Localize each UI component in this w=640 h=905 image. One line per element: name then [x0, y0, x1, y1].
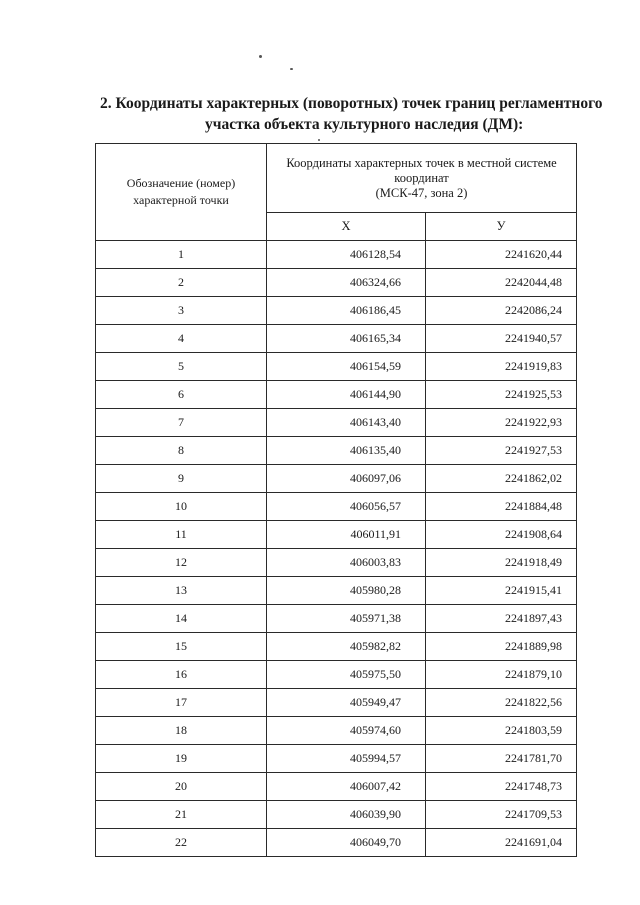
cell-y: 2241927,53 [426, 437, 577, 465]
cell-x: 406154,59 [267, 353, 426, 381]
table-row [96, 241, 577, 269]
cell-x: 406097,06 [267, 465, 426, 493]
table-row [96, 437, 577, 465]
header-coordinates-line-3: (МСК-47, зона 2) [375, 185, 468, 200]
cell-point-number: 19 [96, 745, 267, 773]
scan-speck [318, 139, 320, 141]
cell-y: 2241709,53 [426, 801, 577, 829]
cell-y: 2241620,44 [426, 241, 577, 269]
cell-x: 406186,45 [267, 297, 426, 325]
table-row [96, 745, 577, 773]
cell-x: 405980,28 [267, 577, 426, 605]
cell-y: 2241748,73 [426, 773, 577, 801]
cell-x: 405974,60 [267, 717, 426, 745]
cell-y: 2241889,98 [426, 633, 577, 661]
cell-x: 406056,57 [267, 493, 426, 521]
cell-point-number: 7 [96, 409, 267, 437]
cell-y: 2241922,93 [426, 409, 577, 437]
cell-x: 405975,50 [267, 661, 426, 689]
cell-x: 406324,66 [267, 269, 426, 297]
cell-x: 406007,42 [267, 773, 426, 801]
cell-point-number: 8 [96, 437, 267, 465]
cell-x: 406143,40 [267, 409, 426, 437]
table-row [96, 717, 577, 745]
table-row [96, 269, 577, 297]
header-point-number-line-1: Обозначение (номер) [126, 176, 236, 190]
table-row [96, 577, 577, 605]
section-heading [100, 93, 610, 135]
cell-y: 2241781,70 [426, 745, 577, 773]
cell-point-number: 14 [96, 605, 267, 633]
header-point-number-line-2: характерной точки [133, 193, 229, 207]
cell-point-number: 5 [96, 353, 267, 381]
cell-x: 406165,34 [267, 325, 426, 353]
cell-point-number: 18 [96, 717, 267, 745]
cell-y: 2241862,02 [426, 465, 577, 493]
cell-point-number: 12 [96, 549, 267, 577]
table-header [96, 144, 577, 241]
table-row [96, 521, 577, 549]
cell-point-number: 9 [96, 465, 267, 493]
cell-y: 2242086,24 [426, 297, 577, 325]
table-row [96, 689, 577, 717]
cell-y: 2241915,41 [426, 577, 577, 605]
table-row [96, 549, 577, 577]
cell-point-number: 16 [96, 661, 267, 689]
table-row [96, 661, 577, 689]
cell-y: 2242044,48 [426, 269, 577, 297]
header-coordinates [267, 144, 577, 213]
cell-point-number: 15 [96, 633, 267, 661]
section-heading-line-1: 2. Координаты характерных (поворотных) точек границ регламентного [100, 95, 603, 112]
cell-y: 2241908,64 [426, 521, 577, 549]
coordinates-table [95, 143, 577, 857]
cell-point-number: 2 [96, 269, 267, 297]
scan-speck [259, 55, 262, 58]
cell-x: 406011,91 [267, 521, 426, 549]
cell-x: 406144,90 [267, 381, 426, 409]
table-row [96, 773, 577, 801]
cell-point-number: 4 [96, 325, 267, 353]
header-coordinates-line-2: координат [394, 170, 449, 185]
table-row [96, 353, 577, 381]
cell-point-number: 21 [96, 801, 267, 829]
section-heading-line-2: участка объекта культурного наследия (ДМ): [205, 116, 524, 133]
cell-y: 2241879,10 [426, 661, 577, 689]
table-row [96, 381, 577, 409]
cell-y: 2241940,57 [426, 325, 577, 353]
cell-x: 405994,57 [267, 745, 426, 773]
cell-x: 406128,54 [267, 241, 426, 269]
scan-speck [290, 68, 293, 70]
table-row [96, 633, 577, 661]
table-row [96, 325, 577, 353]
cell-x: 406049,70 [267, 829, 426, 857]
table-row [96, 801, 577, 829]
table-row [96, 605, 577, 633]
cell-y: 2241918,49 [426, 549, 577, 577]
cell-y: 2241822,56 [426, 689, 577, 717]
cell-x: 406003,83 [267, 549, 426, 577]
table-body [96, 241, 577, 857]
header-x: X [267, 213, 426, 241]
cell-x: 406039,90 [267, 801, 426, 829]
cell-x: 406135,40 [267, 437, 426, 465]
cell-x: 405971,38 [267, 605, 426, 633]
cell-x: 405949,47 [267, 689, 426, 717]
cell-y: 2241884,48 [426, 493, 577, 521]
cell-point-number: 20 [96, 773, 267, 801]
table-row [96, 297, 577, 325]
cell-y: 2241925,53 [426, 381, 577, 409]
table-row [96, 829, 577, 857]
cell-point-number: 1 [96, 241, 267, 269]
cell-point-number: 6 [96, 381, 267, 409]
cell-point-number: 22 [96, 829, 267, 857]
cell-point-number: 13 [96, 577, 267, 605]
cell-y: 2241691,04 [426, 829, 577, 857]
header-coordinates-line-1: Координаты характерных точек в местной системе [286, 155, 557, 170]
cell-point-number: 3 [96, 297, 267, 325]
header-y: У [426, 213, 577, 241]
cell-y: 2241803,59 [426, 717, 577, 745]
cell-y: 2241897,43 [426, 605, 577, 633]
cell-point-number: 17 [96, 689, 267, 717]
cell-point-number: 11 [96, 521, 267, 549]
table-row [96, 409, 577, 437]
table-row [96, 465, 577, 493]
header-point-number [96, 144, 267, 241]
cell-point-number: 10 [96, 493, 267, 521]
table-row [96, 493, 577, 521]
cell-x: 405982,82 [267, 633, 426, 661]
cell-y: 2241919,83 [426, 353, 577, 381]
